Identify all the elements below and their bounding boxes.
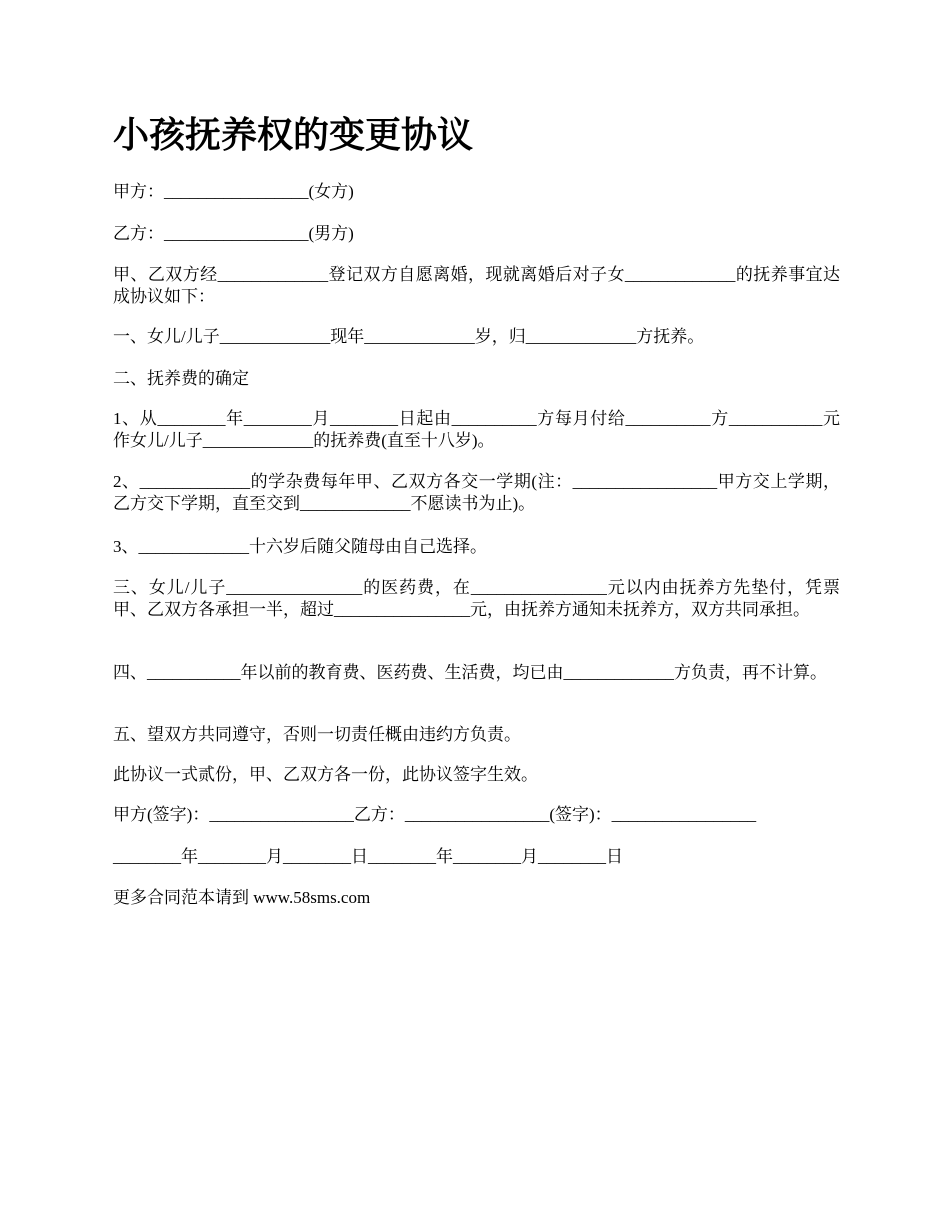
clause-2-item-1: 1、从________年________月________日起由__________方每月付给__________方___________元作女儿/儿子_____________的抚养费(直至十八岁)。 (113, 409, 840, 450)
copies-clause: 此协议一式贰份，甲、乙双方各一份，此协议签字生效。 (113, 765, 538, 784)
footer-link-text: 更多合同范本请到 www.58sms.com (113, 888, 371, 907)
date-line: ________年________月________日________年________月________日 (113, 847, 623, 866)
document-title: 小孩抚养权的变更协议 (113, 115, 474, 156)
preamble-paragraph: 甲、乙双方经_____________登记双方自愿离婚，现就离婚后对子女_____________的抚养事宜达成协议如下： (113, 265, 840, 306)
party-a-line: 甲方：_________________(女方) (113, 182, 354, 201)
clause-3-medical: 三、女儿/儿子________________的医药费，在________________元以内由抚养方先垫付，凭票甲、乙双方各承担一半，超过________________元，由抚养方通知未抚养方，双方共同承担。 (113, 578, 840, 619)
clause-4-past-expenses: 四、___________年以前的教育费、医药费、生活费，均已由_____________方负责，再不计算。 (113, 663, 827, 682)
clause-2-heading: 二、抚养费的确定 (113, 369, 249, 388)
clause-2-item-2: 2、_____________的学杂费每年甲、乙双方各交一学期(注：_________________甲方交上学期，乙方交下学期，直至交到_____________不愿读书为止)。 (113, 472, 840, 513)
party-b-line: 乙方：_________________(男方) (113, 224, 354, 243)
clause-1-custody: 一、女儿/儿子_____________现年_____________岁，归_____________方抚养。 (113, 327, 705, 346)
clause-5-compliance: 五、望双方共同遵守，否则一切责任概由违约方负责。 (113, 725, 521, 744)
clause-2-item-3: 3、_____________十六岁后随父随母由自己选择。 (113, 537, 487, 556)
signature-line: 甲方(签字)：_________________乙方：_________________(签字)：_________________ (113, 805, 757, 824)
